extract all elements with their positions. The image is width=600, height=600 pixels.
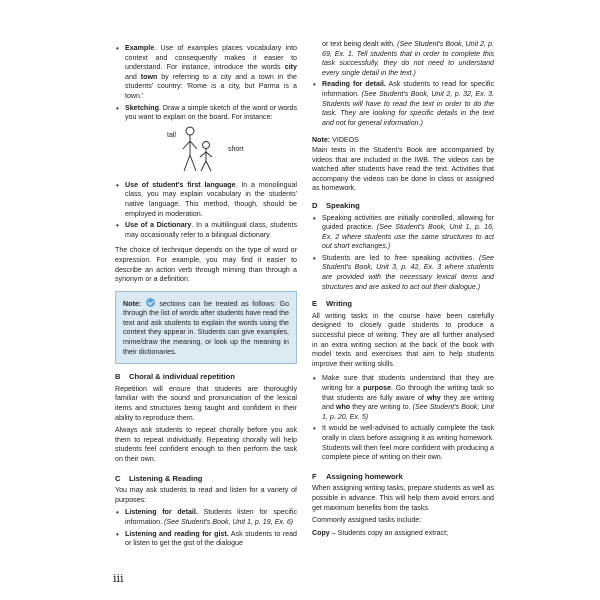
list-item: • Listening and reading for gist. Ask students to read or listen to get the gist of the dialogue xyxy=(115,530,297,549)
list-item: • Use of student's first language. In a monolingual class, you may explain vocabulary in the students' native language. This method, though, should be employed in moderation. xyxy=(115,181,297,219)
check-icon xyxy=(146,298,155,307)
tall-label: tall xyxy=(167,131,176,139)
reading-list xyxy=(312,80,494,128)
list-item: • Sketching. Draw a simple sketch of the word or words you want to explain on the board. For instance: xyxy=(115,104,297,123)
list-item: • Speaking activities are initially controlled, allowing for guided practice. (See Student's Book, Unit 1, p. 16, Ex. 2 where students use the same structures to act out short exchanges.) xyxy=(312,214,494,252)
dictionary-label: Use of a Dictionary xyxy=(125,221,192,230)
list-item: • Students are led to free speaking activities. (See Student's Book, Unit 3, p. 42, Ex. 3 where students are provided with the necessary lexical items and structures and are asked to act out their dialogue.) xyxy=(312,254,494,292)
technique-list xyxy=(115,44,297,123)
left-column xyxy=(115,44,297,551)
copy-task: Copy – Students copy an assigned extract; xyxy=(312,528,449,537)
right-column xyxy=(312,40,494,538)
note-box: Note: sections can be treated as follows: Go through the list of words after students have read the text and ask students to explain the words using the context they appear in. Students can give examples, mime/draw the meaning, or look up the meaning in their dictionaries. xyxy=(115,291,297,365)
list-item: • Example. Use of examples places vocabulary into context and consequently makes it easier to understand. For instance, introduce the words city and town by referring to a city and a town in the students' country: 'Rome is a city, but Parma is a town.' xyxy=(115,44,297,102)
technique-list-2 xyxy=(115,181,297,241)
section-e-title: E Writing xyxy=(312,299,353,309)
page-number: iii xyxy=(113,572,124,585)
list-item: • Listening for detail. Students listen for specific information. (See Student's Book, Unit 1, p. 19, Ex. 6) xyxy=(115,508,297,527)
section-f-paragraph: When assigning writing tasks, prepare students as well as possible in advance. This will help them avoid errors and get maximum benefits from the tasks. xyxy=(312,484,494,512)
section-b-paragraph: Always ask students to repeat chorally before you ask them to repeat individually. Repeating chorally will help students feel confident enough to then perform the task on their own. xyxy=(115,426,297,463)
section-b-paragraph: Repetition will ensure that students are thoroughly familiar with the sound and pronunciation of the lexical items and structures being taught and confident in their ability to reproduce them. xyxy=(115,384,297,422)
note-label: Note: xyxy=(123,299,142,308)
list-item: • Make sure that students understand that they are writing for a purpose. Go through the writing task so that students are fully aware of why they are writing and who they are writing to. (See Student's Book, Unit 1, p. 20, Ex. 5) xyxy=(312,374,494,422)
section-e-intro: All writing tasks in the course have been carefully designed to closely guide students to produce a successful piece of writing. They are all further analysed in an extra writing section at the back of the book with model texts and exercises that aim to help students improve their writing skills. xyxy=(312,311,494,368)
listening-list xyxy=(115,508,297,548)
section-d-title: D Speaking xyxy=(312,200,360,210)
section-b-title: B Choral & individual repetition xyxy=(115,372,235,382)
short-label: short xyxy=(228,145,244,153)
speaking-list xyxy=(312,214,494,293)
stick-figure-sketch xyxy=(115,125,297,177)
list-item: • Reading for detail. Ask students to read for specific information. (See Student's Book, Unit 2, p. 32, Ex. 3. Students will have to read the text in order to do the task. They are looking for specific details in the text and not for general information.) xyxy=(312,80,494,128)
section-c-intro: You may ask students to read and listen for a variety of purposes: xyxy=(115,486,297,504)
example-label: Example xyxy=(125,44,155,52)
section-c-title: C Listening & Reading xyxy=(115,473,203,483)
section-f-paragraph: Commonly assigned tasks include: xyxy=(312,516,422,525)
list-item: • Use of a Dictionary. In a multilingual class, students may occasionally refer to a bilingual dictionary. xyxy=(115,221,297,240)
stick-figures-icon xyxy=(145,125,225,177)
technique-choice-paragraph: The choice of technique depends on the type of word or expression. For example, you may find it easier to describe an action verb through miming than through a synonym or a definition. xyxy=(115,246,297,284)
sketching-label: Sketching xyxy=(125,103,159,112)
videos-note: Note: VIDEOS Main texts in the Student's Book are accompanied by videos that are included in the IWB. The videos can be watched after students have read the text. Activities that accompany the videos can be done in class or assigned as homework. xyxy=(312,136,494,193)
writing-list xyxy=(312,374,494,462)
list-item: • It would be well-advised to actually complete the task orally in class before assigning it as writing homework. Students will then feel more confident with producing a complete piece of writing on their own. xyxy=(312,424,494,462)
gist-continuation: or text being dealt with. (See Student's Book, Unit 2, p. 69, Ex. 1. Tell students that in order to complete this task successfully, they do not need to understand every single detail in the text.) xyxy=(322,40,495,77)
first-language-label: Use of student's first language xyxy=(125,180,236,189)
section-f-title: F Assigning homework xyxy=(312,471,403,481)
